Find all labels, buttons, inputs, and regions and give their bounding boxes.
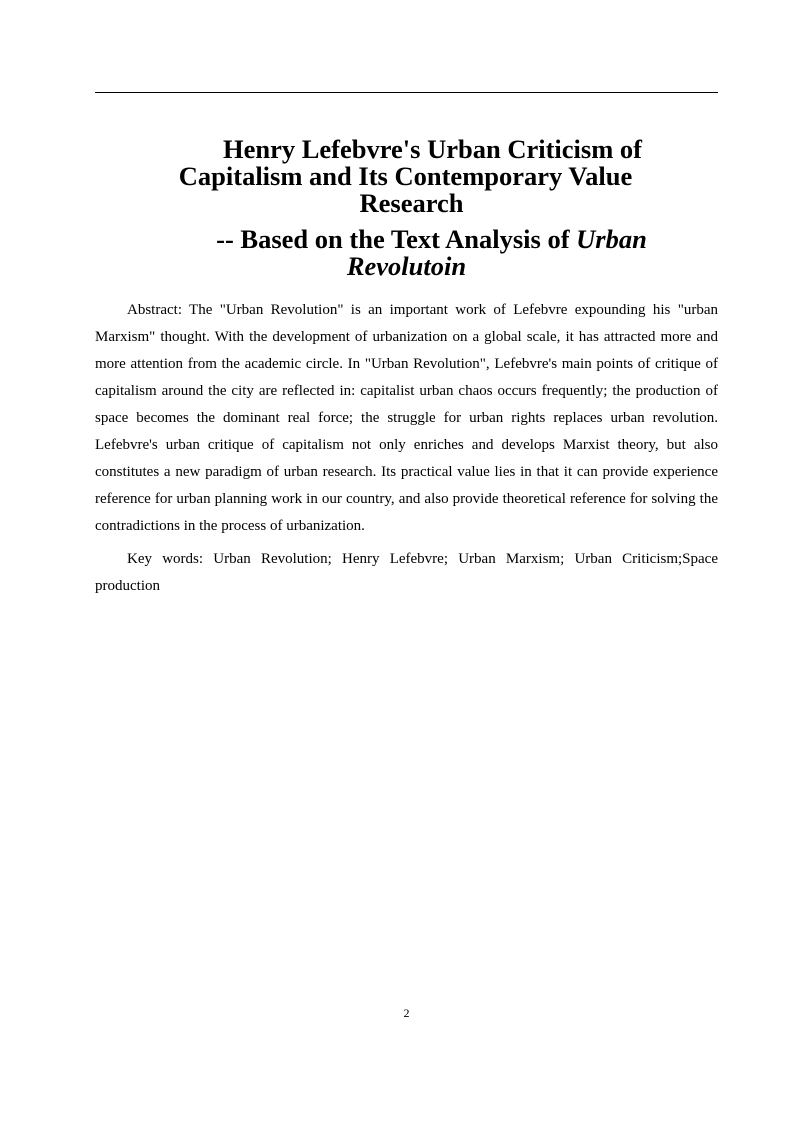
subtitle-prefix: -- Based on the Text Analysis of [216, 224, 577, 254]
subtitle-line-1 [95, 226, 718, 253]
title-block [95, 136, 718, 280]
subtitle-block [95, 226, 718, 280]
header-rule [95, 92, 718, 93]
keywords-paragraph: Key words: Urban Revolution; Henry Lefebvre; Urban Marxism; Urban Criticism;Space production [95, 551, 718, 594]
subtitle-line-2: Revolutoin [346, 251, 467, 281]
title-line-1: Henry Lefebvre's Urban Criticism of [222, 134, 643, 164]
title-line-2: Capitalism and Its Contemporary Value [178, 161, 633, 191]
abstract-paragraph: Abstract: The "Urban Revolution" is an important work of Lefebvre expounding his "urban Marxism" thought. With the development of urbanization on a global scale, it has attracted more and more attention from the academic circle. In "Urban Revolution", Lefebvre's main points of critique of capitalism around the city are reflected in: capitalist urban chaos occurs frequently; the production of space becomes the dominant real force; the struggle for urban rights replaces urban revolution. Lefebvre's urban critique of capitalism not only enriches and develops Marxist theory, but also constitutes a new paradigm of urban research. Its practical value lies in that it can provide experience reference for urban planning work in our country, and also provide theoretical reference for solving the contradictions in the process of urbanization. [95, 302, 718, 534]
subtitle-italic-urban: Urban [576, 224, 647, 254]
page-number: 2 [403, 1006, 410, 1020]
title-line-3: Research [359, 188, 464, 218]
